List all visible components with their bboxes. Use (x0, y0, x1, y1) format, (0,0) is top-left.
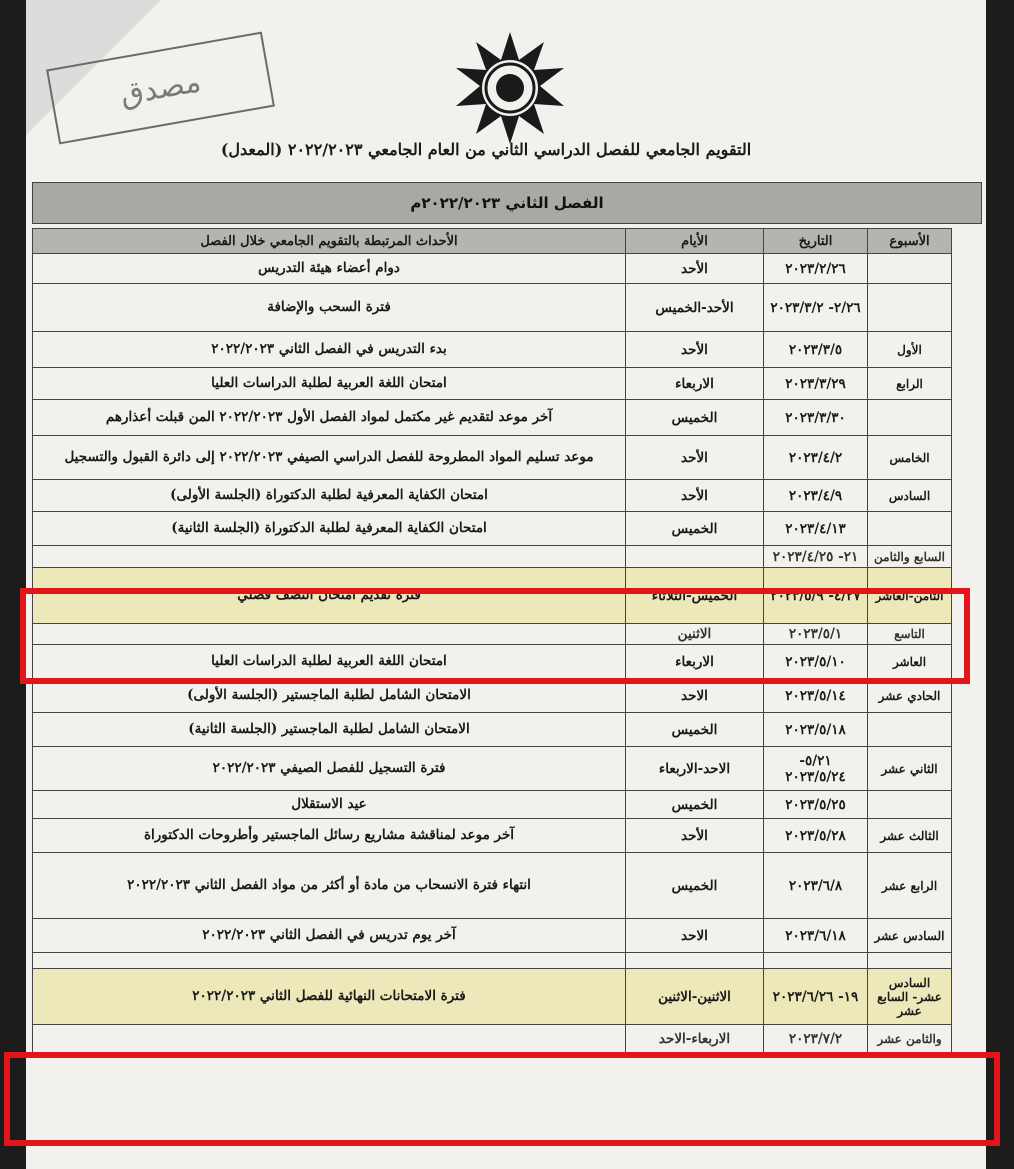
table-row (33, 254, 952, 284)
days-cell: الاربعاء (626, 368, 764, 400)
event-cell: فترة تقديم امتحان النصف فصلي (33, 568, 626, 624)
week-cell: الرابع عشر (868, 853, 952, 919)
days-cell: الاربعاء (626, 645, 764, 679)
date-cell: ٢٠٢٣/٤/٢ (764, 436, 868, 480)
date-cell: ٢٠٢٣/٤/٩ (764, 480, 868, 512)
table-row (33, 1025, 952, 1053)
date-cell: ٢١- ٢٠٢٣/٤/٢٥ (764, 546, 868, 568)
date-cell: ٤/٢٧- ٢٠٢٣/٥/٩ (764, 568, 868, 624)
event-cell: امتحان الكفاية المعرفية لطلبة الدكتوراة (الجلسة الثانية) (33, 512, 626, 546)
date-cell: ٢٠٢٣/٥/١٠ (764, 645, 868, 679)
event-cell: فترة التسجيل للفصل الصيفي ٢٠٢٢/٢٠٢٣ (33, 747, 626, 791)
event-cell: عيد الاستقلال (33, 791, 626, 819)
week-cell: السادس عشر (868, 919, 952, 953)
week-cell (868, 400, 952, 436)
date-cell: ٢٠٢٣/٥/٢٨ (764, 819, 868, 853)
date-cell: ٢٠٢٣/٦/٨ (764, 853, 868, 919)
week-cell: السادس (868, 480, 952, 512)
date-cell: ٢٠٢٣/٣/٥ (764, 332, 868, 368)
date-cell: ٢٠٢٣/٦/١٨ (764, 919, 868, 953)
table-row (33, 919, 952, 953)
header-week: الأسبوع (868, 229, 952, 254)
days-cell: الاحد (626, 919, 764, 953)
week-cell (868, 953, 952, 969)
table-row (33, 953, 952, 969)
days-cell: الاربعاء-الاحد (626, 1025, 764, 1053)
date-cell: ٢٠٢٣/٥/١٨ (764, 713, 868, 747)
table-row (33, 284, 952, 332)
table-row (33, 747, 952, 791)
days-cell: الخميس (626, 791, 764, 819)
table-row (33, 791, 952, 819)
date-cell: ٢٠٢٣/٧/٢ (764, 1025, 868, 1053)
week-cell (868, 791, 952, 819)
event-cell (33, 546, 626, 568)
week-cell (868, 713, 952, 747)
header-date: التاريخ (764, 229, 868, 254)
date-cell: ٢٠٢٣/٥/١ (764, 624, 868, 645)
header-days: الأيام (626, 229, 764, 254)
event-cell: امتحان اللغة العربية لطلبة الدراسات العليا (33, 368, 626, 400)
table-row (33, 713, 952, 747)
table-row (33, 436, 952, 480)
table-row (33, 853, 952, 919)
table-row (33, 332, 952, 368)
week-cell: والثامن عشر (868, 1025, 952, 1053)
event-cell (33, 1025, 626, 1053)
days-cell: الاحد (626, 679, 764, 713)
stamp-text: مصدق (117, 63, 204, 113)
highlight-box-midterm (20, 588, 970, 684)
week-cell: السابع والثامن (868, 546, 952, 568)
table-row (33, 480, 952, 512)
table-row (33, 969, 952, 1025)
week-cell (868, 284, 952, 332)
days-cell: الأحد (626, 332, 764, 368)
document-title: التقويم الجامعي للفصل الدراسي الثاني من العام الجامعي ٢٠٢٢/٢٠٢٣ (المعدل) (220, 140, 752, 159)
event-cell: فترة الامتحانات النهائية للفصل الثاني ٢٠٢٢/٢٠٢٣ (33, 969, 626, 1025)
table-row (33, 546, 952, 568)
days-cell: الاثنين-الاثنين (626, 969, 764, 1025)
days-cell: الخميس (626, 400, 764, 436)
date-cell: ٢٠٢٣/٢/٢٦ (764, 254, 868, 284)
table-row (33, 819, 952, 853)
days-cell: الخميس (626, 853, 764, 919)
week-cell: الثالث عشر (868, 819, 952, 853)
days-cell: الأحد (626, 480, 764, 512)
date-cell: ٢/٢٦- ٢٠٢٣/٣/٢ (764, 284, 868, 332)
date-cell: ٥/٢١- ٢٠٢٣/٥/٢٤ (764, 747, 868, 791)
event-cell: بدء التدريس في الفصل الثاني ٢٠٢٢/٢٠٢٣ (33, 332, 626, 368)
date-cell (764, 953, 868, 969)
event-cell: آخر يوم تدريس في الفصل الثاني ٢٠٢٢/٢٠٢٣ (33, 919, 626, 953)
highlight-box-finals (4, 1052, 1000, 1146)
table-row (33, 368, 952, 400)
days-cell: الأحد (626, 254, 764, 284)
week-cell: الخامس (868, 436, 952, 480)
week-cell: الثامن-العاشر (868, 568, 952, 624)
event-cell: آخر موعد لتقديم غير مكتمل لمواد الفصل الأول ٢٠٢٢/٢٠٢٣ المن قبلت أعذارهم (33, 400, 626, 436)
week-cell: التاسع (868, 624, 952, 645)
event-cell: امتحان اللغة العربية لطلبة الدراسات العليا (33, 645, 626, 679)
table-row (33, 512, 952, 546)
event-cell: موعد تسليم المواد المطروحة للفصل الدراسي الصيفي ٢٠٢٢/٢٠٢٣ إلى دائرة القبول والتسجيل (33, 436, 626, 480)
days-cell (626, 953, 764, 969)
date-cell: ٢٠٢٣/٥/٢٥ (764, 791, 868, 819)
week-cell: السادس عشر- السابع عشر (868, 969, 952, 1025)
event-cell: امتحان الكفاية المعرفية لطلبة الدكتوراة (الجلسة الأولى) (33, 480, 626, 512)
week-cell: الرابع (868, 368, 952, 400)
week-cell: الثاني عشر (868, 747, 952, 791)
event-cell (33, 953, 626, 969)
week-cell: العاشر (868, 645, 952, 679)
table-header-row (33, 229, 952, 254)
event-cell: آخر موعد لمناقشة مشاريع رسائل الماجستير وأطروحات الدكتوراة (33, 819, 626, 853)
week-cell: الأول (868, 332, 952, 368)
days-cell (626, 546, 764, 568)
date-cell: ١٩- ٢٠٢٣/٦/٢٦ (764, 969, 868, 1025)
days-cell: الخميس (626, 713, 764, 747)
semester-header: الفصل الثاني ٢٠٢٢/٢٠٢٣م (32, 182, 982, 224)
header-events: الأحداث المرتبطة بالتقويم الجامعي خلال الفصل (33, 229, 626, 254)
event-cell: دوام أعضاء هيئة التدريس (33, 254, 626, 284)
week-cell: الحادي عشر (868, 679, 952, 713)
week-cell (868, 512, 952, 546)
event-cell: الامتحان الشامل لطلبة الماجستير (الجلسة الثانية) (33, 713, 626, 747)
document-page (26, 0, 986, 1169)
event-cell: فترة السحب والإضافة (33, 284, 626, 332)
date-cell: ٢٠٢٣/٤/١٣ (764, 512, 868, 546)
date-cell: ٢٠٢٣/٣/٢٩ (764, 368, 868, 400)
days-cell: الخميس (626, 512, 764, 546)
week-cell (868, 254, 952, 284)
days-cell: الأحد-الخميس (626, 284, 764, 332)
days-cell: الخميس-الثلاثاء (626, 568, 764, 624)
days-cell: الاحد-الاربعاء (626, 747, 764, 791)
date-cell: ٢٠٢٣/٥/١٤ (764, 679, 868, 713)
date-cell: ٢٠٢٣/٣/٣٠ (764, 400, 868, 436)
days-cell: الأحد (626, 436, 764, 480)
event-cell: الامتحان الشامل لطلبة الماجستير (الجلسة الأولى) (33, 679, 626, 713)
days-cell: الاثنين (626, 624, 764, 645)
table-row (33, 400, 952, 436)
days-cell: الأحد (626, 819, 764, 853)
event-cell: انتهاء فترة الانسحاب من مادة أو أكثر من مواد الفصل الثاني ٢٠٢٢/٢٠٢٣ (33, 853, 626, 919)
university-logo-icon (452, 30, 568, 146)
